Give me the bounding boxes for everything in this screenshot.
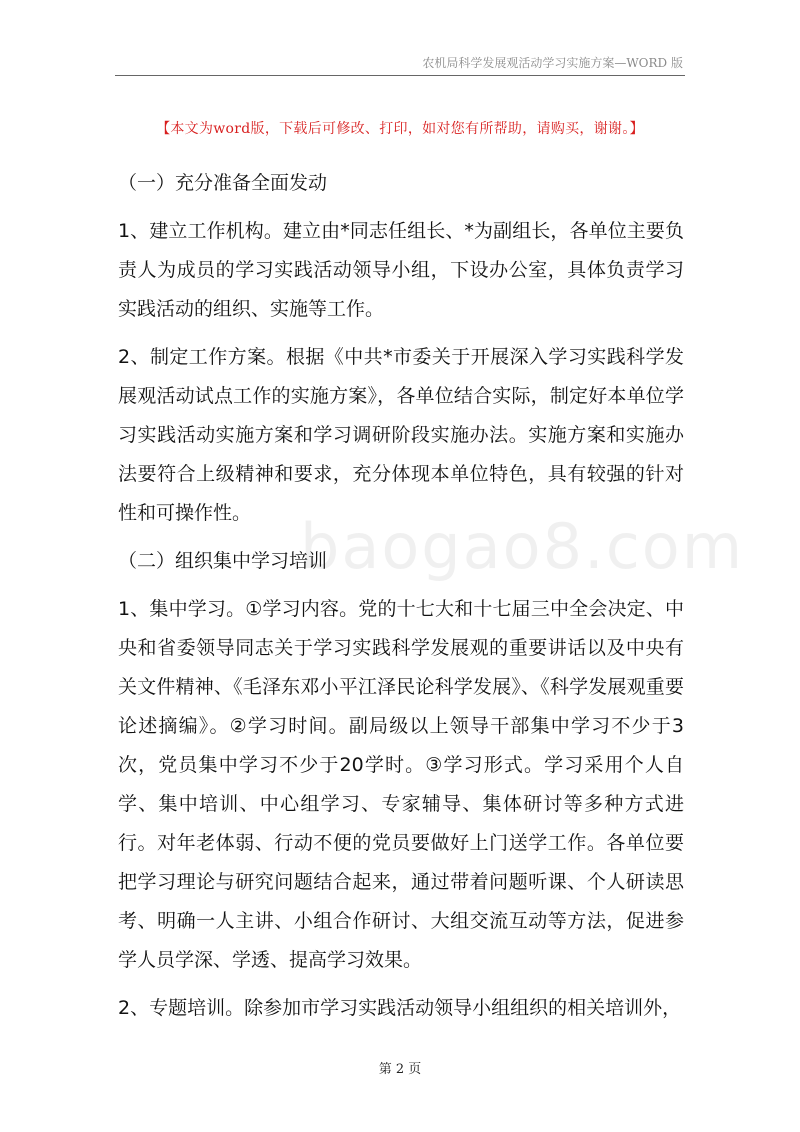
running-header: 农机局科学发展观活动学习实施方案—WORD 版 xyxy=(422,56,683,70)
paragraph-3: 1、集中学习。①学习内容。党的十七大和十七届三中全会决定、中央和省委领导同志关于学习实践科学发展观的重要讲话以及中央有关文件精神、《毛泽东邓小平江泽民论科学发展》、《科学发展观重要论述摘编》。②学习时间。副局级以上领导干部集中学习不少于3次，党员集中学习不少于20学时。③学习形式。学习采用个人自学、集中培训、中心组学习、专家辅导、集体研讨等多种方式进行。对年老体弱、行动不便的党员要做好上门送学工作。各单位要把学习理论与研究问题结合起来，通过带着问题听课、个人研读思考、明确一人主讲、小组合作研讨、大组交流互动等方法，促进参学人员学深、学透、提高学习效果。 xyxy=(118,598,684,971)
document-body xyxy=(118,164,684,1037)
page-number: 第 2 页 xyxy=(378,1062,422,1077)
section-heading-1: （一）充分准备全面发动 xyxy=(118,172,328,194)
section-heading-2: （二）组织集中学习培训 xyxy=(118,550,328,572)
paragraph-2: 2、制定工作方案。根据《中共*市委关于开展深入学习实践科学发展观活动试点工作的实施方案》，各单位结合实际，制定好本单位学习实践活动实施方案和学习调研阶段实施办法。实施方案和实施办法要符合上级精神和要求，充分体现本单位特色，具有较强的针对性和可操作性。 xyxy=(118,346,684,524)
header-divider xyxy=(115,75,685,76)
paragraph-4: 2、专题培训。除参加市学习实践活动领导小组组织的相关培训外， xyxy=(118,997,682,1019)
paragraph-1: 1、建立工作机构。建立由*同志任组长、*为副组长，各单位主要负责人为成员的学习实践活动领导小组，下设办公室，具体负责学习实践活动的组织、实施等工作。 xyxy=(118,220,684,320)
purchase-notice: 【本文为word版，下载后可修改、打印，如对您有所帮助，请购买，谢谢。】 xyxy=(156,121,644,137)
watermark: baogao8.com xyxy=(300,510,745,583)
